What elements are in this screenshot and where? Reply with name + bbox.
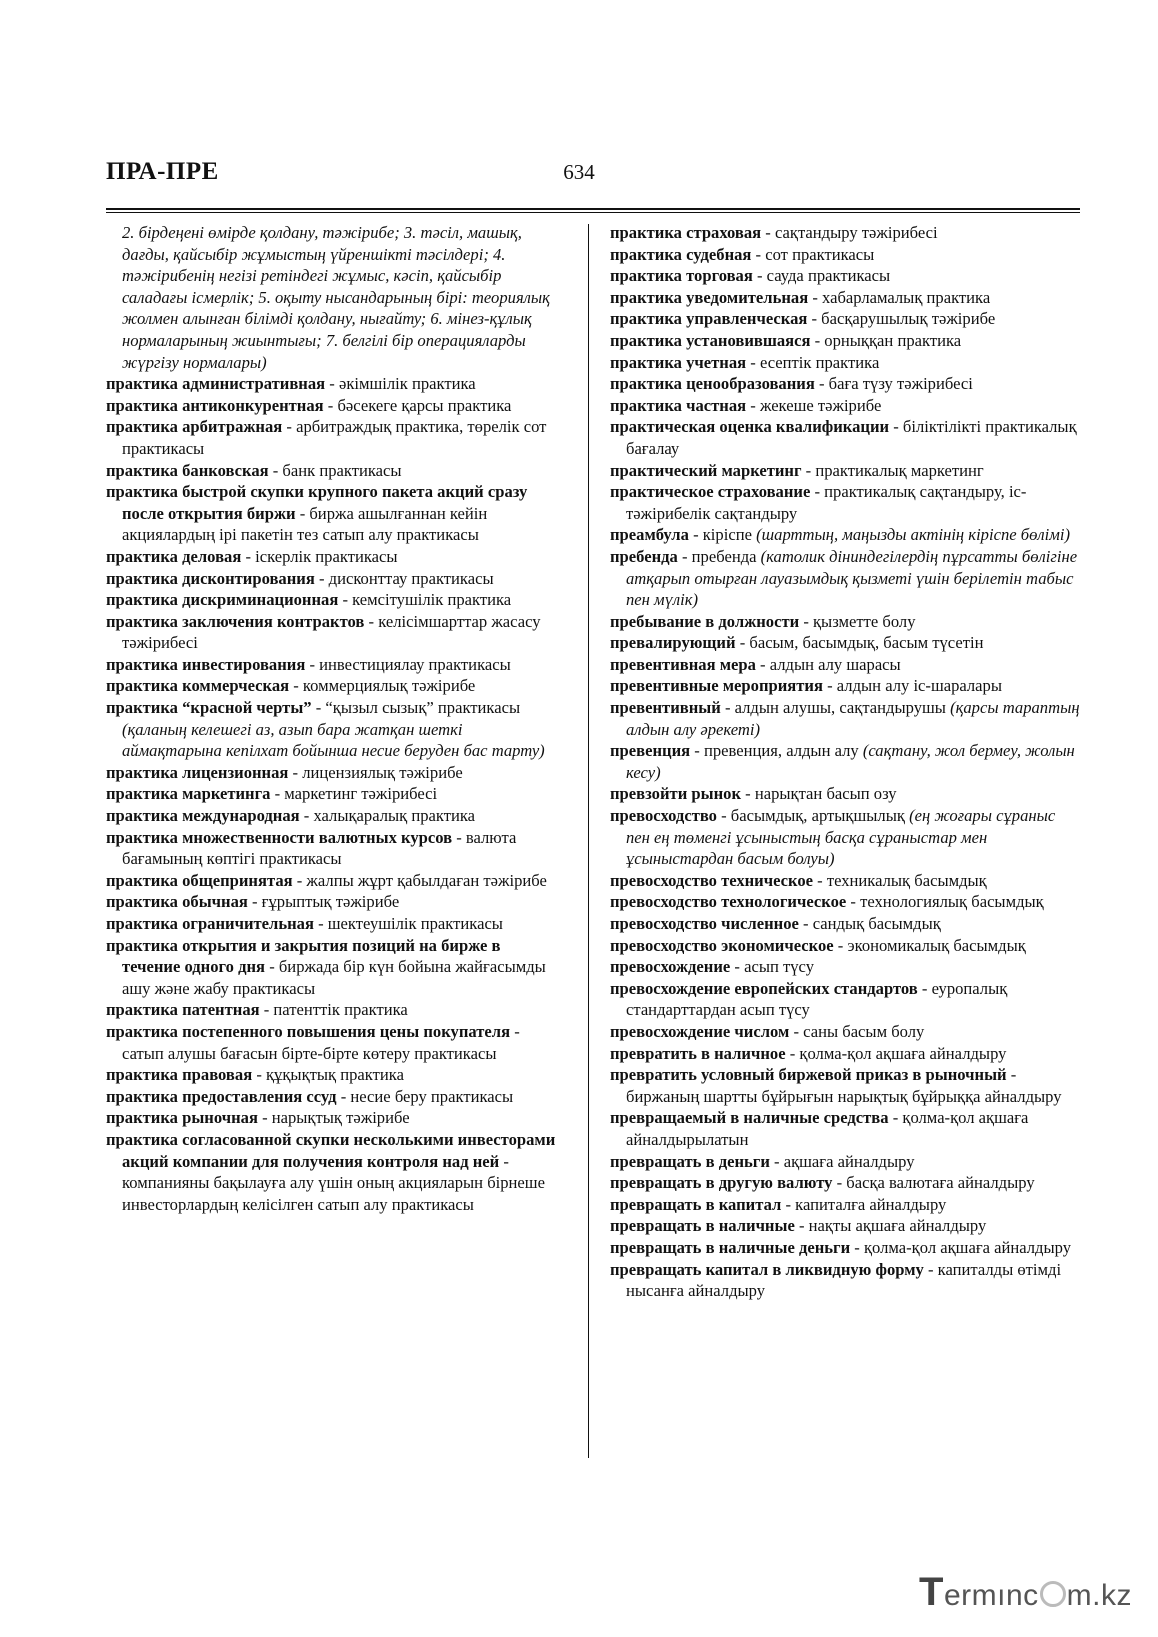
entry-term: практика учетная xyxy=(610,352,747,372)
entry-definition: - практикалық сақтандыру, іс-тәжірибелік сақтандыру xyxy=(626,482,1027,523)
entry-term: превращаемый в наличные средства xyxy=(610,1108,889,1128)
dictionary-entry xyxy=(610,1194,1082,1216)
entry-term: практика коммерческая xyxy=(106,676,290,696)
dictionary-entry xyxy=(610,1237,1082,1259)
entry-term: практика “красной черты” xyxy=(106,698,312,718)
entry-definition: - кемсітушілік практика xyxy=(338,590,512,610)
dictionary-entry xyxy=(610,740,1082,783)
dictionary-entry xyxy=(106,222,562,373)
dictionary-entry xyxy=(610,308,1082,330)
entry-definition: - “қызыл сызық” практикасы xyxy=(311,698,521,718)
entry-term: практика согласованной скупки несколькими инвесторами акций компании для получения контроля над ней xyxy=(106,1129,556,1171)
entry-term: превентивный xyxy=(610,698,721,718)
entry-term: практика страховая xyxy=(610,223,762,242)
dictionary-entry xyxy=(610,611,1082,633)
entry-term: практика общепринятая xyxy=(106,870,293,890)
entry-definition: - жалпы жұрт қабылдаған тәжірибе xyxy=(292,870,547,890)
entry-term: практика дисконтирования xyxy=(106,568,315,588)
entry-definition: - патенттік практика xyxy=(259,1000,408,1020)
dictionary-entry xyxy=(610,1064,1082,1107)
entry-definition: - сот практикасы xyxy=(751,244,875,264)
logo-initial: T xyxy=(919,1570,944,1614)
right-column xyxy=(610,222,1082,1302)
entry-definition: - биржаның шартты бұйрығын нарықтық бұйрыққа айналдыру xyxy=(626,1065,1062,1106)
dictionary-entry xyxy=(610,913,1082,935)
entry-term: практика административная xyxy=(106,374,326,394)
entry-definition: - экономикалық басымдық xyxy=(833,935,1026,955)
entry-definition: - әкімшілік практика xyxy=(325,374,476,394)
entry-definition: - алдын алу іс-шаралары xyxy=(822,676,1002,696)
entry-term: пребенда xyxy=(610,546,678,566)
entry-term: превращать в деньги xyxy=(610,1151,770,1171)
entry-term: практика патентная xyxy=(106,1000,260,1020)
dictionary-entry xyxy=(106,697,562,762)
entry-term: превентивные мероприятия xyxy=(610,676,823,696)
dictionary-entry xyxy=(610,935,1082,957)
entry-term: превосходство численное xyxy=(610,914,799,933)
entry-term: практика установившаяся xyxy=(610,330,811,350)
dictionary-entry xyxy=(106,913,562,935)
dictionary-entry xyxy=(610,287,1082,309)
dictionary-entry xyxy=(610,222,1082,244)
dictionary-entry xyxy=(610,675,1082,697)
entry-term: практика заключения контрактов xyxy=(106,611,365,631)
page-number: 634 xyxy=(563,160,595,184)
entry-definition: - алдын алушы, сақтандырушы xyxy=(720,698,951,718)
dictionary-entry xyxy=(106,373,562,395)
dictionary-entry xyxy=(106,546,562,568)
dictionary-entry xyxy=(610,244,1082,266)
entry-definition: - сауда практикасы xyxy=(752,266,891,286)
entry-term: практика постепенного повышения цены покупателя xyxy=(106,1021,511,1041)
running-head: ПРА-ПРЕ xyxy=(106,158,219,185)
entry-note: (қарсы тараптың алдын алу әрекеті) xyxy=(626,698,1080,739)
entry-term: превращать капитал в ликвидную форму xyxy=(610,1259,924,1279)
entry-term: превращать в наличные xyxy=(610,1216,795,1236)
entry-definition: - қолма-қол ақшаға айналдыру xyxy=(785,1043,1007,1063)
entry-definition: - алдын алу шарасы xyxy=(755,654,901,674)
entry-term: превентивная мера xyxy=(610,654,756,674)
entry-note: (сақтану, жол бермеу, жолын кесу) xyxy=(626,741,1075,782)
entry-definition: - превенция, алдын алу xyxy=(690,741,863,761)
dictionary-entry xyxy=(106,675,562,697)
entry-term: практика банковская xyxy=(106,460,269,480)
entry-term: превосходство технологическое xyxy=(610,892,847,912)
dictionary-entry xyxy=(106,891,562,913)
dictionary-entry xyxy=(610,524,1082,546)
entry-term: практика инвестирования xyxy=(106,654,306,674)
dictionary-entry xyxy=(610,1021,1082,1043)
dictionary-entry xyxy=(610,654,1082,676)
entry-definition: - банк практикасы xyxy=(268,460,402,480)
entry-term: превосхождение числом xyxy=(610,1021,790,1041)
entry-definition: - асып түсу xyxy=(730,957,815,977)
header-rule xyxy=(106,208,1080,210)
entry-term: превосходство техническое xyxy=(610,870,814,890)
entry-definition: - сақтандыру тәжірибесі xyxy=(761,223,938,242)
dictionary-entry xyxy=(610,481,1082,524)
entry-term: практика быстрой скупки крупного пакета акций сразу после открытия биржи xyxy=(106,482,528,523)
entry-term: практика дискриминационная xyxy=(106,590,339,610)
entry-definition: - валюта бағамының көптігі практикасы xyxy=(122,827,517,869)
dictionary-entry xyxy=(610,416,1082,459)
entry-term: превратить условный биржевой приказ в рыночный xyxy=(610,1065,1007,1085)
dictionary-entry xyxy=(610,1151,1082,1173)
entry-definition: - коммерциялық тәжірибе xyxy=(289,676,476,696)
entry-definition: - капиталға айналдыру xyxy=(781,1194,947,1214)
entry-definition: - құқықтық практика xyxy=(252,1065,404,1085)
dictionary-entry xyxy=(610,891,1082,913)
entry-term: практика судебная xyxy=(610,244,752,264)
dictionary-entry xyxy=(610,1043,1082,1065)
column-divider xyxy=(588,224,589,1458)
entry-term: превенция xyxy=(610,741,691,761)
dictionary-entry xyxy=(106,827,562,870)
entry-definition: - техникалық басымдық xyxy=(813,870,987,890)
entry-term: практика маркетинга xyxy=(106,784,271,804)
entry-definition: - бәсекеге қарсы практика xyxy=(323,395,512,415)
entry-term: практика предоставления ссуд xyxy=(106,1086,337,1106)
entry-definition: - сатып алушы бағасын бірте-бірте көтеру практикасы xyxy=(122,1021,520,1063)
dictionary-entry xyxy=(106,611,562,654)
entry-term: практика множественности валютных курсов xyxy=(106,827,453,847)
dictionary-entry xyxy=(610,978,1082,1021)
dictionary-entry xyxy=(610,1215,1082,1237)
entry-definition: - есептік практика xyxy=(746,352,880,372)
entry-definition: - компанияны бақылауға алу үшін оның акцияларын бірнеше инвесторлардың келісілген сатып алу практикасы xyxy=(122,1151,545,1214)
dictionary-entry xyxy=(610,870,1082,892)
entry-definition: - сандық басымдық xyxy=(798,914,941,933)
entry-term: практика арбитражная xyxy=(106,417,283,437)
entry-term: превращать в другую валюту xyxy=(610,1173,833,1193)
entry-definition: - басқарушылық тәжірибе xyxy=(807,309,996,329)
dictionary-entry xyxy=(106,935,562,1000)
entry-term: практика рыночная xyxy=(106,1108,258,1128)
dictionary-entry xyxy=(106,416,562,459)
entry-term: практика лицензионная xyxy=(106,762,289,782)
entry-definition: - ғұрыптық тәжірибе xyxy=(247,892,400,912)
entry-definition: - баға түзу тәжірибесі xyxy=(814,374,973,394)
dictionary-entry xyxy=(106,805,562,827)
dictionary-entry xyxy=(610,632,1082,654)
entry-term: практика антиконкурентная xyxy=(106,395,324,415)
dictionary-entry xyxy=(610,395,1082,417)
entry-term: превосходство xyxy=(610,806,717,826)
dictionary-entry xyxy=(610,265,1082,287)
entry-definition: - басымдық, артықшылық xyxy=(716,806,910,826)
logo-ring-icon xyxy=(1040,1581,1066,1607)
logo-text: ermınc xyxy=(943,1579,1039,1612)
dictionary-entry xyxy=(106,783,562,805)
dictionary-entry xyxy=(106,395,562,417)
dictionary-entry xyxy=(106,568,562,590)
dictionary-entry xyxy=(610,330,1082,352)
entry-definition: - маркетинг тәжірибесі xyxy=(270,784,438,804)
entry-definition: - инвестициялау практикасы xyxy=(305,654,511,674)
entry-definition: - капиталды өтімді нысанға айналдыру xyxy=(626,1259,1062,1301)
entry-term: пребывание в должности xyxy=(610,611,800,631)
entry-definition: - орныққан практика xyxy=(810,330,962,350)
dictionary-entry xyxy=(610,546,1082,611)
entry-term: практика деловая xyxy=(106,546,242,566)
entry-definition: - ақшаға айналдыру xyxy=(769,1151,915,1171)
dictionary-entry xyxy=(610,805,1082,870)
entry-term: практика ценообразования xyxy=(610,374,815,394)
entry-term: преамбула xyxy=(610,525,689,545)
dictionary-entry xyxy=(106,870,562,892)
dictionary-entry xyxy=(610,783,1082,805)
entry-definition: - пребенда xyxy=(677,546,761,566)
left-column xyxy=(106,222,562,1215)
entry-definition: - хабарламалық практика xyxy=(808,287,991,307)
dictionary-entry xyxy=(106,1064,562,1086)
entry-definition: - биржада бір күн бойына жайғасымды ашу және жабу практикасы xyxy=(122,957,546,998)
entry-term: практическая оценка квалификации xyxy=(610,417,890,437)
entry-term: практика открытия и закрытия позиций на бирже в течение одного дня xyxy=(106,935,501,977)
entry-term: практика правовая xyxy=(106,1065,253,1085)
entry-definition: - іскерлік практикасы xyxy=(241,546,398,566)
entry-definition: - халықаралық практика xyxy=(299,806,476,826)
entry-definition: - қызметте болу xyxy=(799,611,916,631)
dictionary-entry xyxy=(106,589,562,611)
dictionary-entry xyxy=(610,352,1082,374)
entry-term: превосходство экономическое xyxy=(610,935,834,955)
entry-note: (шарттың, маңызды актінің кіріспе бөлімі) xyxy=(756,525,1070,545)
entry-term: превосхождение европейских стандартов xyxy=(610,978,918,998)
entry-definition: - биржа ашылғаннан кейін акциялардың ірі пакетін тез сатып алу практикасы xyxy=(122,503,488,545)
entry-definition: - практикалық маркетинг xyxy=(801,460,984,480)
dictionary-entry xyxy=(106,999,562,1021)
entry-term: практика торговая xyxy=(610,266,753,286)
entry-definition: - басым, басымдық, басым түсетін xyxy=(735,633,984,653)
dictionary-entry xyxy=(106,762,562,784)
entry-term: превзойти рынок xyxy=(610,784,742,804)
entry-note: (ең жоғары сұраныс пен ең төменгі ұсыныстың басқа сұраныстар мен ұсыныстардан басым болуы) xyxy=(626,806,1056,869)
entry-term: практика частная xyxy=(610,395,747,415)
entry-term: превратить в наличное xyxy=(610,1043,786,1063)
entry-term: практическое страхование xyxy=(610,482,811,502)
entry-definition: - дисконттау практикасы xyxy=(314,568,494,588)
termincom-logo xyxy=(919,1570,1132,1615)
entry-note: (католик діниндегілердің пұрсатты бөлігіне атқарып отырған лауазымдық қызметі үшін берілетін табыс пен мүлік) xyxy=(626,546,1078,610)
logo-suffix: m.kz xyxy=(1066,1579,1132,1612)
dictionary-entry xyxy=(106,654,562,676)
dictionary-entry xyxy=(106,1129,562,1215)
entry-definition: - қолма-қол ақшаға айналдырылатын xyxy=(626,1108,1029,1149)
entry-definition: - біліктілікті практикалық бағалау xyxy=(626,417,1077,458)
entry-term: практика ограничительная xyxy=(106,914,314,933)
dictionary-entry xyxy=(610,1172,1082,1194)
entry-definition: - еуропалық стандарттардан асып түсу xyxy=(626,978,1008,1020)
dictionary-entry xyxy=(106,460,562,482)
dictionary-entry xyxy=(106,481,562,546)
entry-term: практика уведомительная xyxy=(610,287,809,307)
entry-definition: - кіріспе xyxy=(688,525,757,545)
entry-definition: - келісімшарттар жасасу тәжірибесі xyxy=(122,611,541,653)
dictionary-entry xyxy=(106,1021,562,1064)
entry-definition: - нақты ақшаға айналдыру xyxy=(794,1216,987,1236)
dictionary-entry xyxy=(610,373,1082,395)
dictionary-entry xyxy=(106,1086,562,1108)
entry-term: практика международная xyxy=(106,806,300,826)
dictionary-entry xyxy=(610,460,1082,482)
entry-term: превращать в наличные деньги xyxy=(610,1237,851,1257)
header-rule-thin xyxy=(106,212,1080,213)
entry-definition: - шектеушілік практикасы xyxy=(313,914,503,933)
entry-definition: - нарықтық тәжірибе xyxy=(257,1108,410,1128)
entry-term: превосхождение xyxy=(610,957,731,977)
dictionary-entry xyxy=(610,1259,1082,1302)
entry-term: практический маркетинг xyxy=(610,460,802,480)
entry-term: превращать в капитал xyxy=(610,1194,782,1214)
entry-term: практика обычная xyxy=(106,892,248,912)
entry-definition: - басқа валютаға айналдыру xyxy=(832,1173,1035,1193)
entry-definition: - нарықтан басып озу xyxy=(741,784,897,804)
dictionary-entry xyxy=(610,1107,1082,1150)
entry-term: практика управленческая xyxy=(610,309,808,329)
entry-term: превалирующий xyxy=(610,633,736,653)
dictionary-entry xyxy=(106,1107,562,1129)
entry-definition: - саны басым болу xyxy=(789,1021,925,1041)
entry-definition: - технологиялық басымдық xyxy=(846,892,1044,912)
entry-note: (қаланың келешегі аз, азып бара жатқан шеткі аймақтарына кепілхат бойынша несие беруден бас тарту) xyxy=(122,719,545,761)
entry-definition: - қолма-қол ақшаға айналдыру xyxy=(850,1237,1072,1257)
dictionary-entry xyxy=(610,697,1082,740)
entry-definition: - арбитраждық практика, төрелік сот практикасы xyxy=(122,417,547,458)
entry-definition: - несие беру практикасы xyxy=(336,1086,514,1106)
entry-definition: - жекеше тәжірибе xyxy=(746,395,882,415)
dictionary-entry xyxy=(610,956,1082,978)
entry-definition: - лицензиялық тәжірибе xyxy=(288,762,463,782)
entry-continuation: 2. бірдеңені өмірде қолдану, тәжірибе; 3. тәсіл, машық, дағды, қайсыбір жұмыстың үйреншікті тәсілдері; 4. тәжірибенің негізі ретіндегі жұмыс, кәсіп, қайсыбір саладағы ісмерлік; 5. оқыту нысандарының бірі: теориялық жолмен алынған білімді қолдану, нығайту; 6. мінез-құлық нормаларының жиынтығы; 7. белгілі бір операцияларды жүргізу нормалары) xyxy=(122,223,550,372)
